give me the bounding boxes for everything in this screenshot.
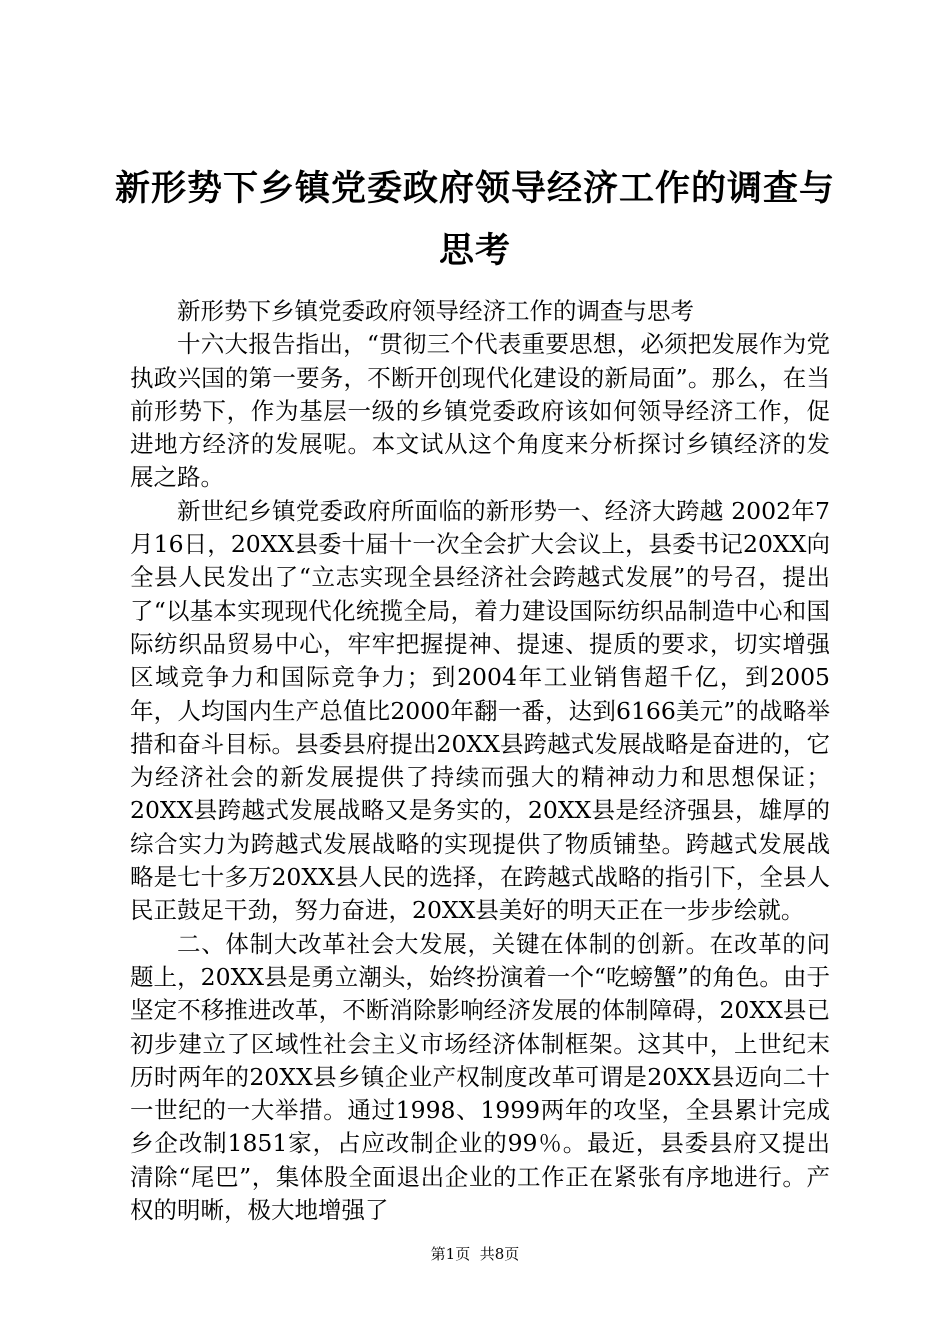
paragraph-economy-leap: 新世纪乡镇党委政府所面临的新形势一、经济大跨越 2002年7月16日，20XX县委十届十一次全会扩大会议上，县委书记20XX向全县人民发出了“立志实现全县经济社会跨越式发展”的号召，提出了“以基本实现现代化统揽全局，着力建设国际纺织品制造中心和国际纺织品贸易中心，牢牢把握提神、提速、提质的要求，切实增强区域竞争力和国际竞争力；到2004年工业销售超千亿，到2005年，人均国内生产总值比2000年翻一番，达到6166美元”的战略举措和奋斗目标。县委县府提出20XX县跨越式发展战略是奋进的，它为经济社会的新发展提供了持续而强大的精神动力和思想保证；20XX县跨越式发展战略又是务实的，20XX县是经济强县，雄厚的综合实力为跨越式发展战略的实现提供了物质铺垫。跨越式发展战略是七十多万20XX县人民的选择，在跨越式战略的指引下，全县人民正鼓足干劲，努力奋进，20XX县美好的明天正在一步步绘就。	[130, 496, 830, 925]
paragraph-intro: 十六大报告指出，“贯彻三个代表重要思想，必须把发展作为党执政兴国的第一要务，不断开创现代化建设的新局面”。那么，在当前形势下，作为基层一级的乡镇党委政府该如何领导经济工作，促进地方经济的发展呢。本文试从这个角度来分析探讨乡镇经济的发展之路。	[130, 330, 830, 492]
page-number: 第1页	[430, 1245, 471, 1263]
paragraph-subtitle: 新形势下乡镇党委政府领导经济工作的调查与思考	[177, 297, 694, 325]
page-total: 共8页	[479, 1245, 520, 1263]
document-title: 新形势下乡镇党委政府领导经济工作的调查与思考	[114, 168, 835, 271]
page-footer	[0, 1244, 950, 1264]
paragraph-system-reform: 二、体制大改革社会大发展，关键在体制的创新。在改革的问题上，20XX县是勇立潮头，始终扮演着一个“吃螃蟹”的角色。由于坚定不移推进改革，不断消除影响经济发展的体制障碍，20XX县已初步建立了区域性社会主义市场经济体制框架。这其中，上世纪末历时两年的20XX县乡镇企业产权制度改革可谓是20XX县迈向二十一世纪的一大举措。通过1998、1999两年的攻坚，全县累计完成乡企改制1851家，占应改制企业的99％。最近，县委县府又提出清除“尾巴”，集体股全面退出企业的工作正在紧张有序地进行。产权的明晰，极大地增强了	[130, 929, 830, 1225]
document-body	[130, 295, 830, 1227]
